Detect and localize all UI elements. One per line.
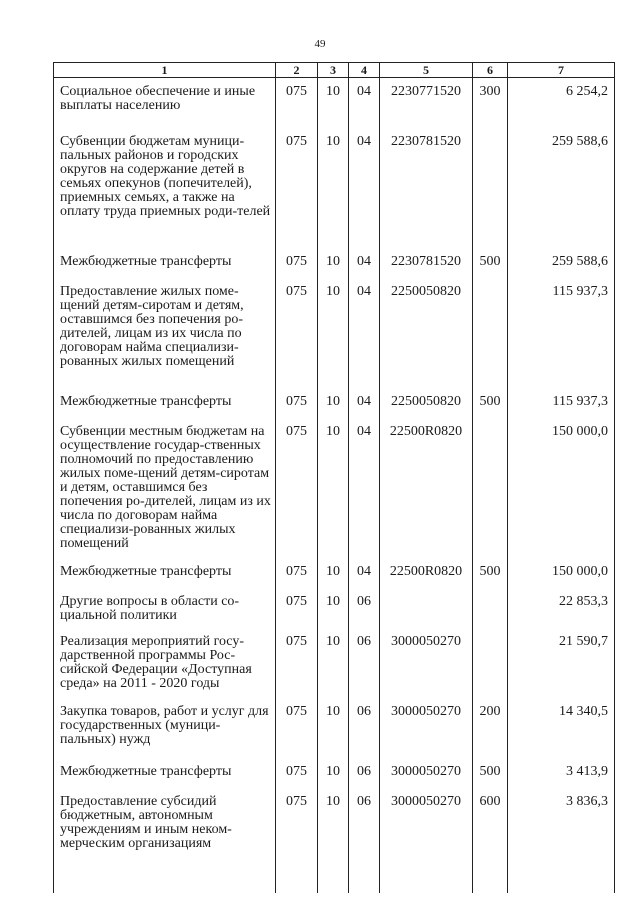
- table-row: [54, 588, 615, 628]
- cell-ministry-code: 075: [276, 628, 318, 698]
- cell-amount: 150 000,0: [508, 558, 615, 588]
- cell-expense-type: [473, 278, 508, 388]
- cell-ministry-code: 075: [276, 698, 318, 758]
- cell-section: 10: [318, 628, 349, 698]
- cell-subsection: 04: [349, 388, 380, 418]
- cell-section: 10: [318, 248, 349, 278]
- cell-expense-type: 300: [473, 78, 508, 129]
- cell-ministry-code: 075: [276, 418, 318, 558]
- cell-amount: 6 254,2: [508, 78, 615, 129]
- column-header: 4: [349, 63, 380, 78]
- cell-target-article: 2230771520: [380, 78, 473, 129]
- cell-subsection: 04: [349, 128, 380, 248]
- cell-expense-type: 200: [473, 698, 508, 758]
- cell-ministry-code: 075: [276, 758, 318, 788]
- cell-amount: 115 937,3: [508, 388, 615, 418]
- cell-section: 10: [318, 78, 349, 129]
- empty-cell: [276, 858, 318, 893]
- cell-subsection: 04: [349, 558, 380, 588]
- cell-amount: 21 590,7: [508, 628, 615, 698]
- cell-expense-type: 500: [473, 248, 508, 278]
- cell-section: 10: [318, 278, 349, 388]
- cell-target-article: 2230781520: [380, 128, 473, 248]
- cell-expense-type: 500: [473, 558, 508, 588]
- table-row: [54, 388, 615, 418]
- cell-section: 10: [318, 128, 349, 248]
- cell-expense-type: 500: [473, 388, 508, 418]
- table-row: [54, 248, 615, 278]
- cell-amount: 150 000,0: [508, 418, 615, 558]
- cell-ministry-code: 075: [276, 558, 318, 588]
- column-header: 7: [508, 63, 615, 78]
- cell-name: Другие вопросы в области со-циальной политики: [54, 588, 276, 628]
- empty-cell: [318, 858, 349, 893]
- table-continuation-row: [54, 858, 615, 893]
- cell-ministry-code: 075: [276, 588, 318, 628]
- table-row: [54, 758, 615, 788]
- cell-target-article: 3000050270: [380, 628, 473, 698]
- cell-target-article: 2250050820: [380, 388, 473, 418]
- cell-target-article: 2230781520: [380, 248, 473, 278]
- cell-name: Субвенции бюджетам муници-пальных районов и городских округов на содержание детей в семьях опекунов (попечителей), приемных семьях, а также на оплату труда приемных роди-телей: [54, 128, 276, 248]
- cell-target-article: 3000050270: [380, 788, 473, 858]
- cell-subsection: 04: [349, 248, 380, 278]
- cell-subsection: 04: [349, 278, 380, 388]
- table-row: [54, 698, 615, 758]
- cell-amount: 3 836,3: [508, 788, 615, 858]
- cell-expense-type: [473, 588, 508, 628]
- cell-name: Закупка товаров, работ и услуг для государственных (муници-пальных) нужд: [54, 698, 276, 758]
- cell-amount: 115 937,3: [508, 278, 615, 388]
- cell-ministry-code: 075: [276, 248, 318, 278]
- cell-name: Предоставление субсидий бюджетным, автономным учреждениям и иным неком-мерческим организациям: [54, 788, 276, 858]
- cell-target-article: 3000050270: [380, 758, 473, 788]
- empty-cell: [349, 858, 380, 893]
- cell-expense-type: 500: [473, 758, 508, 788]
- cell-name: Межбюджетные трансферты: [54, 758, 276, 788]
- cell-section: 10: [318, 788, 349, 858]
- empty-cell: [380, 858, 473, 893]
- cell-target-article: 22500R0820: [380, 558, 473, 588]
- column-header: 2: [276, 63, 318, 78]
- cell-ministry-code: 075: [276, 78, 318, 129]
- table-row: [54, 788, 615, 858]
- cell-section: 10: [318, 698, 349, 758]
- cell-amount: 259 588,6: [508, 248, 615, 278]
- cell-expense-type: [473, 628, 508, 698]
- table-row: [54, 418, 615, 558]
- cell-amount: 22 853,3: [508, 588, 615, 628]
- page-number: 49: [314, 38, 326, 50]
- cell-subsection: 06: [349, 788, 380, 858]
- cell-target-article: 2250050820: [380, 278, 473, 388]
- cell-amount: 259 588,6: [508, 128, 615, 248]
- column-header: 1: [54, 63, 276, 78]
- cell-target-article: [380, 588, 473, 628]
- table-row: [54, 558, 615, 588]
- cell-target-article: 22500R0820: [380, 418, 473, 558]
- cell-amount: 14 340,5: [508, 698, 615, 758]
- cell-expense-type: [473, 128, 508, 248]
- cell-name: Предоставление жилых поме-щений детям-сиротам и детям, оставшимся без попечения ро-дителей, лицам из их числа по договорам найма специализи-рованных жилых помещений: [54, 278, 276, 388]
- cell-subsection: 06: [349, 628, 380, 698]
- empty-cell: [54, 858, 276, 893]
- cell-section: 10: [318, 758, 349, 788]
- cell-section: 10: [318, 388, 349, 418]
- cell-subsection: 06: [349, 758, 380, 788]
- table-header-row: [54, 63, 615, 78]
- table-row: [54, 128, 615, 248]
- budget-table: [53, 62, 615, 893]
- cell-subsection: 06: [349, 588, 380, 628]
- cell-expense-type: [473, 418, 508, 558]
- cell-amount: 3 413,9: [508, 758, 615, 788]
- cell-name: Социальное обеспечение и иные выплаты населению: [54, 78, 276, 129]
- cell-section: 10: [318, 418, 349, 558]
- table-row: [54, 628, 615, 698]
- cell-section: 10: [318, 588, 349, 628]
- empty-cell: [508, 858, 615, 893]
- cell-name: Субвенции местным бюджетам на осуществление государ-ственных полномочий по предоставлению жилых поме-щений детям-сиротам и детям, оставшимся без попечения ро-дителей, лицам из их числа по договорам найма специализи-рованных жилых помещений: [54, 418, 276, 558]
- column-header: 5: [380, 63, 473, 78]
- cell-target-article: 3000050270: [380, 698, 473, 758]
- cell-ministry-code: 075: [276, 128, 318, 248]
- cell-ministry-code: 075: [276, 788, 318, 858]
- cell-subsection: 04: [349, 418, 380, 558]
- cell-subsection: 04: [349, 78, 380, 129]
- cell-name: Межбюджетные трансферты: [54, 388, 276, 418]
- column-header: 6: [473, 63, 508, 78]
- cell-ministry-code: 075: [276, 388, 318, 418]
- cell-section: 10: [318, 558, 349, 588]
- cell-subsection: 06: [349, 698, 380, 758]
- cell-expense-type: 600: [473, 788, 508, 858]
- column-header: 3: [318, 63, 349, 78]
- cell-name: Реализация мероприятий госу-дарственной программы Рос-сийской Федерации «Доступная среда» на 2011 - 2020 годы: [54, 628, 276, 698]
- table-row: [54, 78, 615, 129]
- cell-name: Межбюджетные трансферты: [54, 558, 276, 588]
- cell-name: Межбюджетные трансферты: [54, 248, 276, 278]
- table-row: [54, 278, 615, 388]
- empty-cell: [473, 858, 508, 893]
- cell-ministry-code: 075: [276, 278, 318, 388]
